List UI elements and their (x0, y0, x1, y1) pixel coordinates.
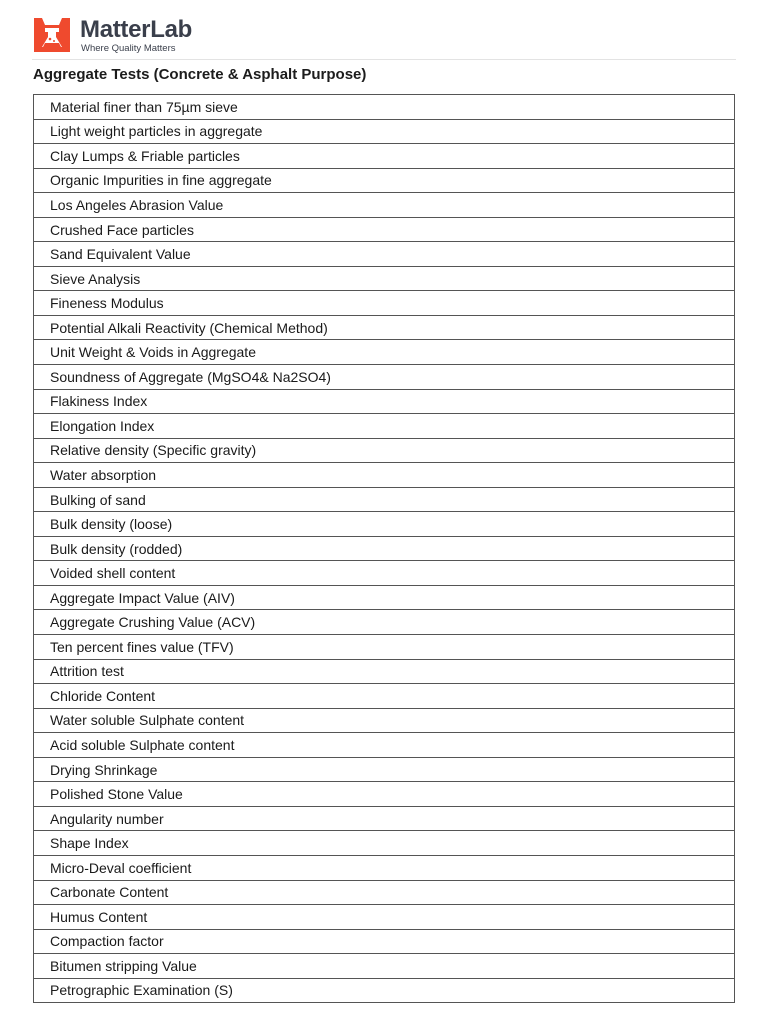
test-name-cell: Humus Content (34, 905, 735, 930)
test-name-cell: Elongation Index (34, 414, 735, 439)
table-row (34, 144, 735, 169)
table-row (34, 315, 735, 340)
test-name-cell: Chloride Content (34, 684, 735, 709)
test-name-cell: Sieve Analysis (34, 266, 735, 291)
table-row (34, 831, 735, 856)
test-name-cell: Water absorption (34, 463, 735, 488)
test-name-cell: Shape Index (34, 831, 735, 856)
table-row (34, 880, 735, 905)
test-name-cell: Micro-Deval coefficient (34, 855, 735, 880)
brand (80, 17, 192, 54)
test-name-cell: Water soluble Sulphate content (34, 708, 735, 733)
table-row (34, 536, 735, 561)
table-row (34, 684, 735, 709)
table-row (34, 389, 735, 414)
table-row (34, 978, 735, 1003)
table-row (34, 414, 735, 439)
table-row (34, 610, 735, 635)
page-title: Aggregate Tests (Concrete & Asphalt Purpose) (33, 66, 367, 83)
test-name-cell: Sand Equivalent Value (34, 242, 735, 267)
table-row (34, 95, 735, 120)
test-name-cell: Relative density (Specific gravity) (34, 438, 735, 463)
table-row (34, 905, 735, 930)
table-row (34, 782, 735, 807)
tests-table-body (34, 95, 735, 1003)
table-row (34, 266, 735, 291)
table-row (34, 855, 735, 880)
test-name-cell: Attrition test (34, 659, 735, 684)
table-row (34, 806, 735, 831)
test-name-cell: Ten percent fines value (TFV) (34, 635, 735, 660)
test-name-cell: Acid soluble Sulphate content (34, 733, 735, 758)
table-row (34, 487, 735, 512)
test-name-cell: Crushed Face particles (34, 217, 735, 242)
test-name-cell: Organic Impurities in fine aggregate (34, 168, 735, 193)
test-name-cell: Bulk density (loose) (34, 512, 735, 537)
table-row (34, 708, 735, 733)
table-row (34, 242, 735, 267)
table-row (34, 733, 735, 758)
table-row (34, 929, 735, 954)
header-divider (32, 59, 736, 60)
brand-name: MatterLab (80, 15, 192, 43)
test-name-cell: Potential Alkali Reactivity (Chemical Method) (34, 315, 735, 340)
test-name-cell: Material finer than 75µm sieve (50, 98, 238, 115)
test-name-cell: Bulk density (rodded) (34, 536, 735, 561)
table-row (34, 585, 735, 610)
test-name-cell: Carbonate Content (34, 880, 735, 905)
test-name-cell: Flakiness Index (34, 389, 735, 414)
table-row (34, 291, 735, 316)
test-name-cell: Light weight particles in aggregate (34, 119, 735, 144)
test-name-cell: Soundness of Aggregate (MgSO4& Na2SO4) (34, 365, 735, 390)
test-name-cell: Bitumen stripping Value (34, 954, 735, 979)
test-name-cell: Aggregate Crushing Value (ACV) (34, 610, 735, 635)
table-row (34, 168, 735, 193)
test-name-cell: Aggregate Impact Value (AIV) (34, 585, 735, 610)
table-row (34, 119, 735, 144)
test-name-cell: Unit Weight & Voids in Aggregate (34, 340, 735, 365)
table-row (34, 365, 735, 390)
table-row (34, 512, 735, 537)
test-name-cell: Polished Stone Value (34, 782, 735, 807)
table-row (34, 561, 735, 586)
lab-flask-logo-icon (32, 16, 72, 54)
test-name-cell: Clay Lumps & Friable particles (34, 144, 735, 169)
table-row (34, 954, 735, 979)
header (32, 12, 736, 58)
table-row (34, 463, 735, 488)
table-row (34, 757, 735, 782)
test-name-cell: Voided shell content (34, 561, 735, 586)
test-name-cell: Bulking of sand (34, 487, 735, 512)
test-name-cell: Drying Shrinkage (34, 757, 735, 782)
table-row (34, 635, 735, 660)
brand-tagline: Where Quality Matters (81, 42, 176, 54)
test-name-cell: Fineness Modulus (34, 291, 735, 316)
table-row (34, 217, 735, 242)
test-name-cell: Angularity number (34, 806, 735, 831)
table-row (34, 438, 735, 463)
test-name-cell: Petrographic Examination (S) (34, 978, 735, 1003)
tests-table (33, 94, 735, 1003)
test-name-cell: Compaction factor (34, 929, 735, 954)
table-row (34, 659, 735, 684)
table-row (34, 340, 735, 365)
table-row (34, 193, 735, 218)
test-name-cell: Los Angeles Abrasion Value (34, 193, 735, 218)
